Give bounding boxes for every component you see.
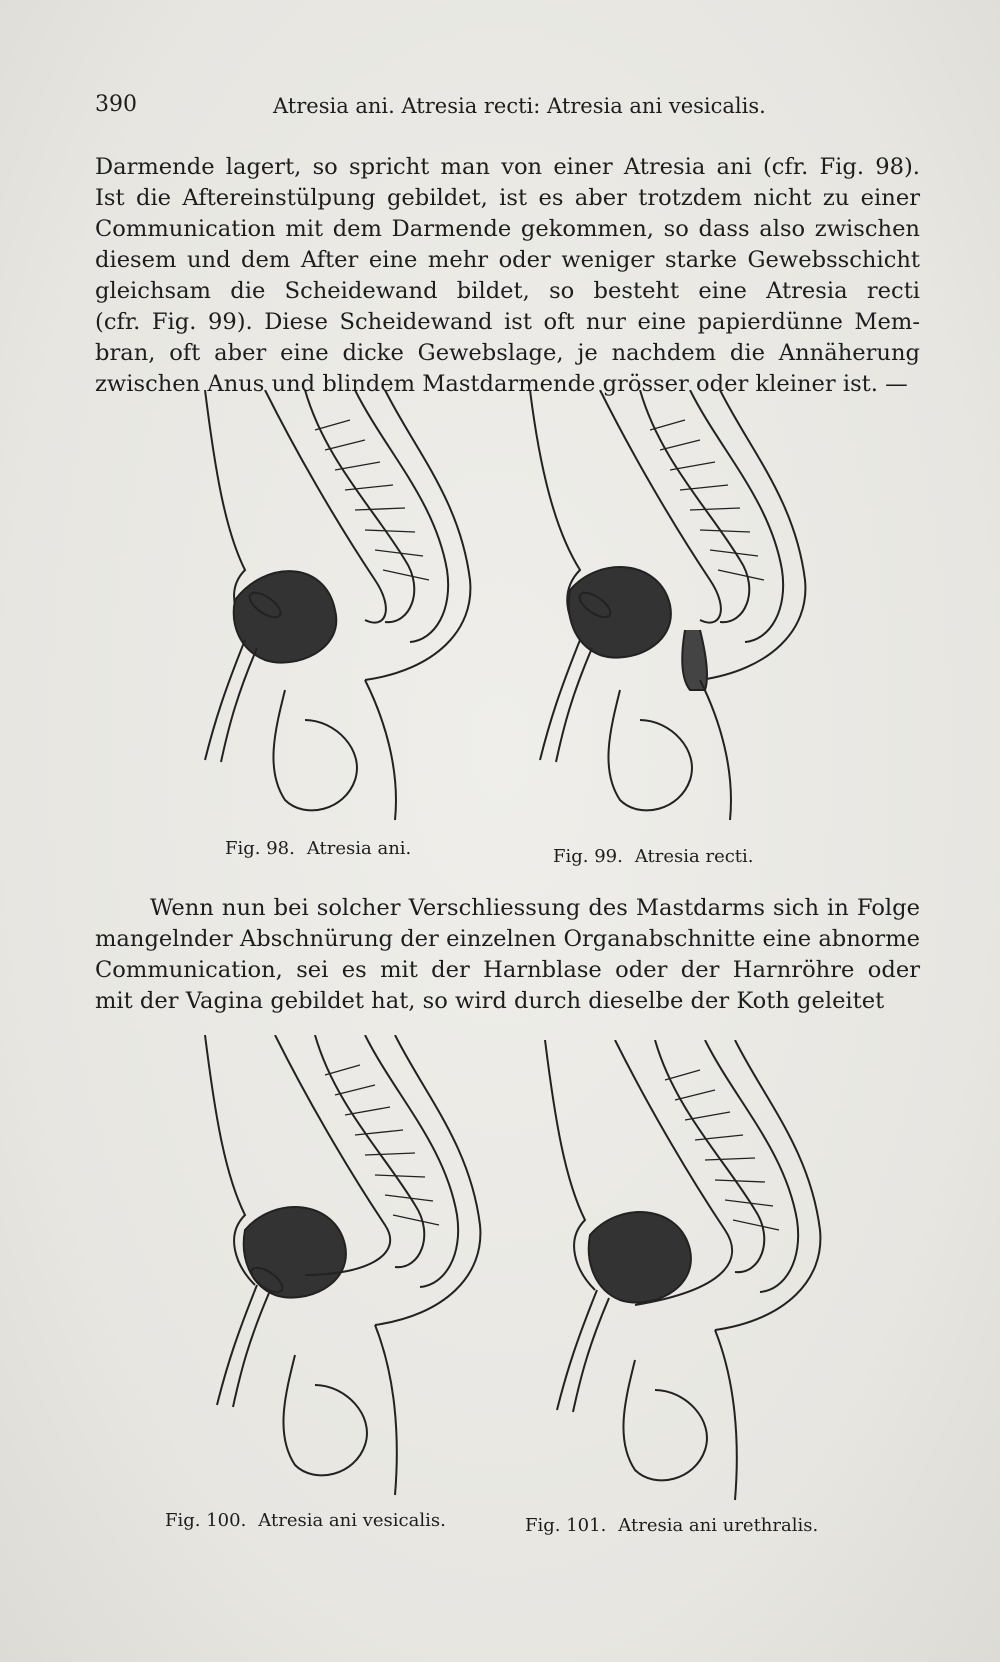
text-line: (cfr. Fig. 99). Diese Scheidewand ist oft nur eine papierdünne Mem- bbox=[95, 309, 920, 335]
figure-101-caption bbox=[525, 1515, 818, 1536]
figure-caption-text: Atresia recti. bbox=[634, 846, 754, 867]
text-line: Ist die Aftereinstülpung gebildet, ist es aber trotzdem nicht zu einer bbox=[95, 185, 920, 211]
figure-caption-text: Atresia ani urethralis. bbox=[618, 1515, 819, 1536]
text-line: Wenn nun bei solcher Verschliessung des Mastdarms sich in Folge bbox=[150, 895, 920, 921]
text-line: Darmende lagert, so spricht man von einer Atresia ani (cfr. Fig. 98). bbox=[95, 154, 920, 180]
page-number: 390 bbox=[95, 92, 137, 117]
text-line: bran, oft aber eine dicke Gewebslage, je nachdem die Annäherung bbox=[95, 340, 920, 366]
text-line: mangelnder Abschnürung der einzelnen Organabschnitte eine abnorme bbox=[95, 926, 920, 952]
figure-number: Fig. 98. bbox=[225, 838, 295, 859]
figure-number: Fig. 99. bbox=[553, 846, 623, 867]
running-title: Atresia ani. Atresia recti: Atresia ani vesicalis. bbox=[273, 94, 766, 118]
text-line: diesem und dem After eine mehr oder weniger starke Gewebsschicht bbox=[95, 247, 920, 273]
figure-100-caption bbox=[165, 1510, 446, 1531]
figure-number: Fig. 101. bbox=[525, 1515, 607, 1536]
figure-caption-text: Atresia ani. bbox=[306, 838, 412, 859]
text-line: zwischen Anus und blindem Mastdarmende grösser oder kleiner ist. — bbox=[95, 371, 908, 397]
figure-100-illustration bbox=[185, 1035, 485, 1505]
text-line: Communication mit dem Darmende gekommen, so dass also zwischen bbox=[95, 216, 920, 242]
figure-99-caption bbox=[553, 846, 754, 867]
figure-number: Fig. 100. bbox=[165, 1510, 247, 1531]
figure-98-illustration bbox=[185, 390, 485, 830]
figure-caption-text: Atresia ani vesicalis. bbox=[258, 1510, 446, 1531]
figure-99-illustration bbox=[510, 390, 830, 830]
paragraph-2 bbox=[95, 893, 920, 1017]
page-header bbox=[95, 92, 915, 122]
paragraph-1 bbox=[95, 152, 920, 400]
text-line: mit der Vagina gebildet hat, so wird durch dieselbe der Koth geleitet bbox=[95, 988, 885, 1014]
text-line: gleichsam die Scheidewand bildet, so besteht eine Atresia recti bbox=[95, 278, 920, 304]
figure-98-caption bbox=[225, 838, 411, 859]
text-line: Communication, sei es mit der Harnblase oder der Harnröhre oder bbox=[95, 957, 920, 983]
figure-101-illustration bbox=[525, 1040, 835, 1510]
